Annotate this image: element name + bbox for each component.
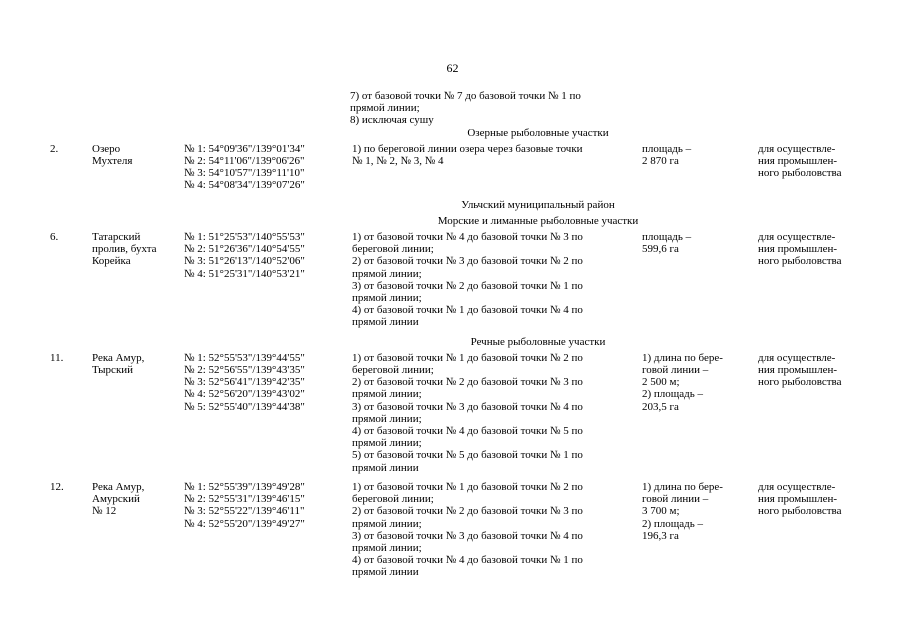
usage-purpose-line: ного рыболовства: [758, 167, 842, 180]
area-size-cell: [642, 352, 758, 413]
base-point-coordinates-line: № 4: 52°56'20"/139°43'02": [184, 388, 305, 401]
water-body-name-cell: [92, 481, 184, 518]
section-heading: Озерные рыболовные участки: [467, 126, 609, 139]
boundary-description-line: 4) от базовой точки № 1 до базовой точки № 4 по: [352, 304, 583, 317]
base-point-coordinates-cell: [184, 231, 352, 280]
table-row: [48, 481, 868, 579]
base-point-coordinates-line: № 3: 52°56'41"/139°42'35": [184, 376, 305, 389]
base-point-coordinates-line: № 3: 54°10'57"/139°11'10": [184, 167, 305, 180]
water-body-name-line: Река Амур,: [92, 480, 145, 493]
area-size-line: 2 500 м;: [642, 376, 680, 389]
area-size-line: площадь –: [642, 231, 692, 244]
boundary-description-line: береговой линии;: [352, 493, 434, 506]
area-size-line: 2 870 га: [642, 155, 679, 168]
area-size-line: 2) площадь –: [642, 517, 704, 530]
boundary-description-cell: [352, 231, 642, 329]
usage-purpose-cell: [758, 231, 868, 268]
base-point-coordinates-line: № 2: 52°56'55"/139°43'35": [184, 364, 305, 377]
base-point-coordinates-cell: [184, 352, 352, 413]
boundary-description-line: прямой линии;: [352, 412, 422, 425]
boundary-description-line: 5) от базовой точки № 5 до базовой точки № 1 по: [352, 449, 583, 462]
boundary-description-cell: [352, 143, 642, 167]
row-number-cell: 6.: [50, 231, 59, 244]
area-size-cell: [642, 143, 758, 167]
area-size-cell: [642, 481, 758, 542]
base-point-coordinates-line: № 5: 52°55'40"/139°44'38": [184, 400, 305, 413]
continuation-line: 8) исключая сушу: [350, 114, 434, 127]
boundary-description-line: 1) от базовой точки № 1 до базовой точки № 2 по: [352, 480, 583, 493]
base-point-coordinates-line: № 1: 52°55'53"/139°44'55": [184, 351, 305, 364]
base-point-coordinates-line: № 1: 54°09'36"/139°01'34": [184, 142, 305, 155]
area-size-line: 1) длина по бере-: [642, 480, 723, 493]
row-number-cell: 12.: [50, 480, 64, 493]
base-point-coordinates-line: № 2: 52°55'31"/139°46'15": [184, 493, 305, 506]
usage-purpose-line: ния промышлен-: [758, 155, 838, 168]
usage-purpose-line: для осуществле-: [758, 142, 836, 155]
section-heading: Речные рыболовные участки: [470, 335, 606, 348]
boundary-description-line: прямой линии;: [352, 292, 422, 305]
boundary-description-line: 3) от базовой точки № 2 до базовой точки № 1 по: [352, 279, 583, 292]
base-point-coordinates-line: № 3: 51°26'13"/140°52'06": [184, 255, 305, 268]
boundary-description-line: 2) от базовой точки № 2 до базовой точки № 3 по: [352, 505, 583, 518]
base-point-coordinates-line: № 4: 51°25'31"/140°53'21": [184, 267, 305, 280]
row-number-cell: 2.: [50, 142, 59, 155]
base-point-coordinates-line: № 4: 54°08'34"/139°07'26": [184, 179, 305, 192]
usage-purpose-line: ния промышлен-: [758, 243, 838, 256]
water-body-name-line: Тырский: [92, 364, 134, 377]
usage-purpose-line: ния промышлен-: [758, 493, 838, 506]
water-body-name-line: Амурский: [92, 493, 140, 506]
area-size-line: говой линии –: [642, 364, 709, 377]
section-heading: Ульчский муниципальный район: [461, 198, 615, 211]
boundary-description-line: 4) от базовой точки № 4 до базовой точки № 1 по: [352, 554, 583, 567]
boundary-description-line: береговой линии;: [352, 364, 434, 377]
continuation-cell: [48, 90, 868, 127]
continuation-line: 7) от базовой точки № 7 до базовой точки № 1 по: [350, 90, 581, 102]
water-body-name-line: Река Амур,: [92, 351, 145, 364]
usage-purpose-cell: [758, 481, 868, 518]
table-row: [48, 231, 868, 329]
base-point-coordinates-line: № 2: 54°11'06"/139°06'26": [184, 155, 305, 168]
boundary-description-line: 4) от базовой точки № 4 до базовой точки № 5 по: [352, 425, 583, 438]
usage-purpose-line: для осуществле-: [758, 231, 836, 244]
boundary-description-line: 1) от базовой точки № 4 до базовой точки № 3 по: [352, 231, 583, 244]
base-point-coordinates-line: № 4: 52°55'20"/139°49'27": [184, 517, 305, 530]
boundary-description-line: прямой линии;: [352, 267, 422, 280]
water-body-name-cell: [92, 352, 184, 376]
usage-purpose-line: ного рыболовства: [758, 505, 842, 518]
area-size-line: 2) площадь –: [642, 388, 704, 401]
area-size-line: говой линии –: [642, 493, 709, 506]
water-body-name-cell: [92, 143, 184, 167]
water-body-name-line: Мухтеля: [92, 155, 133, 168]
usage-purpose-line: ния промышлен-: [758, 364, 838, 377]
boundary-description-cell: [352, 481, 642, 579]
usage-purpose-line: для осуществле-: [758, 351, 836, 364]
usage-purpose-cell: [758, 143, 868, 180]
base-point-coordinates-line: № 1: 51°25'53"/140°55'53": [184, 231, 305, 244]
continuation-line: прямой линии;: [350, 102, 420, 115]
area-size-line: 1) длина по бере-: [642, 351, 723, 364]
boundary-description-line: 2) от базовой точки № 3 до базовой точки № 2 по: [352, 255, 583, 268]
boundary-description-line: 1) по береговой линии озера через базовые точки: [352, 142, 583, 155]
boundary-description-line: 1) от базовой точки № 1 до базовой точки № 2 по: [352, 351, 583, 364]
boundary-description-line: 3) от базовой точки № 3 до базовой точки № 4 по: [352, 400, 583, 413]
boundary-description-line: прямой линии;: [352, 388, 422, 401]
boundary-description-line: прямой линии: [352, 566, 419, 579]
boundary-description-line: прямой линии;: [352, 517, 422, 530]
table-row: [48, 143, 868, 192]
boundary-description-line: береговой линии;: [352, 243, 434, 256]
water-body-name-line: Корейка: [92, 255, 131, 268]
usage-purpose-line: ного рыболовства: [758, 376, 842, 389]
boundary-description-line: прямой линии: [352, 461, 419, 474]
fishing-areas-table: [48, 90, 868, 586]
boundary-description-line: прямой линии;: [352, 541, 422, 554]
water-body-name-line: Озеро: [92, 142, 121, 155]
usage-purpose-line: ного рыболовства: [758, 255, 842, 268]
usage-purpose-cell: [758, 352, 868, 389]
row-number-cell: 11.: [50, 351, 64, 364]
usage-purpose-line: для осуществле-: [758, 480, 836, 493]
base-point-coordinates-line: № 2: 51°26'36"/140°54'55": [184, 243, 305, 256]
area-size-line: 203,5 га: [642, 400, 679, 413]
base-point-coordinates-cell: [184, 143, 352, 192]
base-point-coordinates-line: № 1: 52°55'39"/139°49'28": [184, 480, 305, 493]
boundary-description-line: 3) от базовой точки № 3 до базовой точки № 4 по: [352, 529, 583, 542]
boundary-description-line: № 1, № 2, № 3, № 4: [352, 155, 444, 168]
water-body-name-line: пролив, бухта: [92, 243, 157, 256]
water-body-name-line: № 12: [92, 505, 117, 518]
area-size-line: 599,6 га: [642, 243, 679, 256]
section-heading: Морские и лиманные рыболовные участки: [437, 214, 639, 227]
boundary-description-line: 2) от базовой точки № 2 до базовой точки № 3 по: [352, 376, 583, 389]
table-row: [48, 352, 868, 474]
boundary-description-line: прямой линии: [352, 316, 419, 329]
water-body-name-line: Татарский: [92, 231, 141, 244]
area-size-line: площадь –: [642, 142, 692, 155]
boundary-description-cell: [352, 352, 642, 474]
base-point-coordinates-cell: [184, 481, 352, 530]
base-point-coordinates-line: № 3: 52°55'22"/139°46'11": [184, 505, 305, 518]
area-size-line: 196,3 га: [642, 529, 679, 542]
water-body-name-cell: [92, 231, 184, 268]
boundary-description-line: прямой линии;: [352, 437, 422, 450]
area-size-cell: [642, 231, 758, 255]
page-number: 62: [446, 61, 459, 75]
area-size-line: 3 700 м;: [642, 505, 680, 518]
